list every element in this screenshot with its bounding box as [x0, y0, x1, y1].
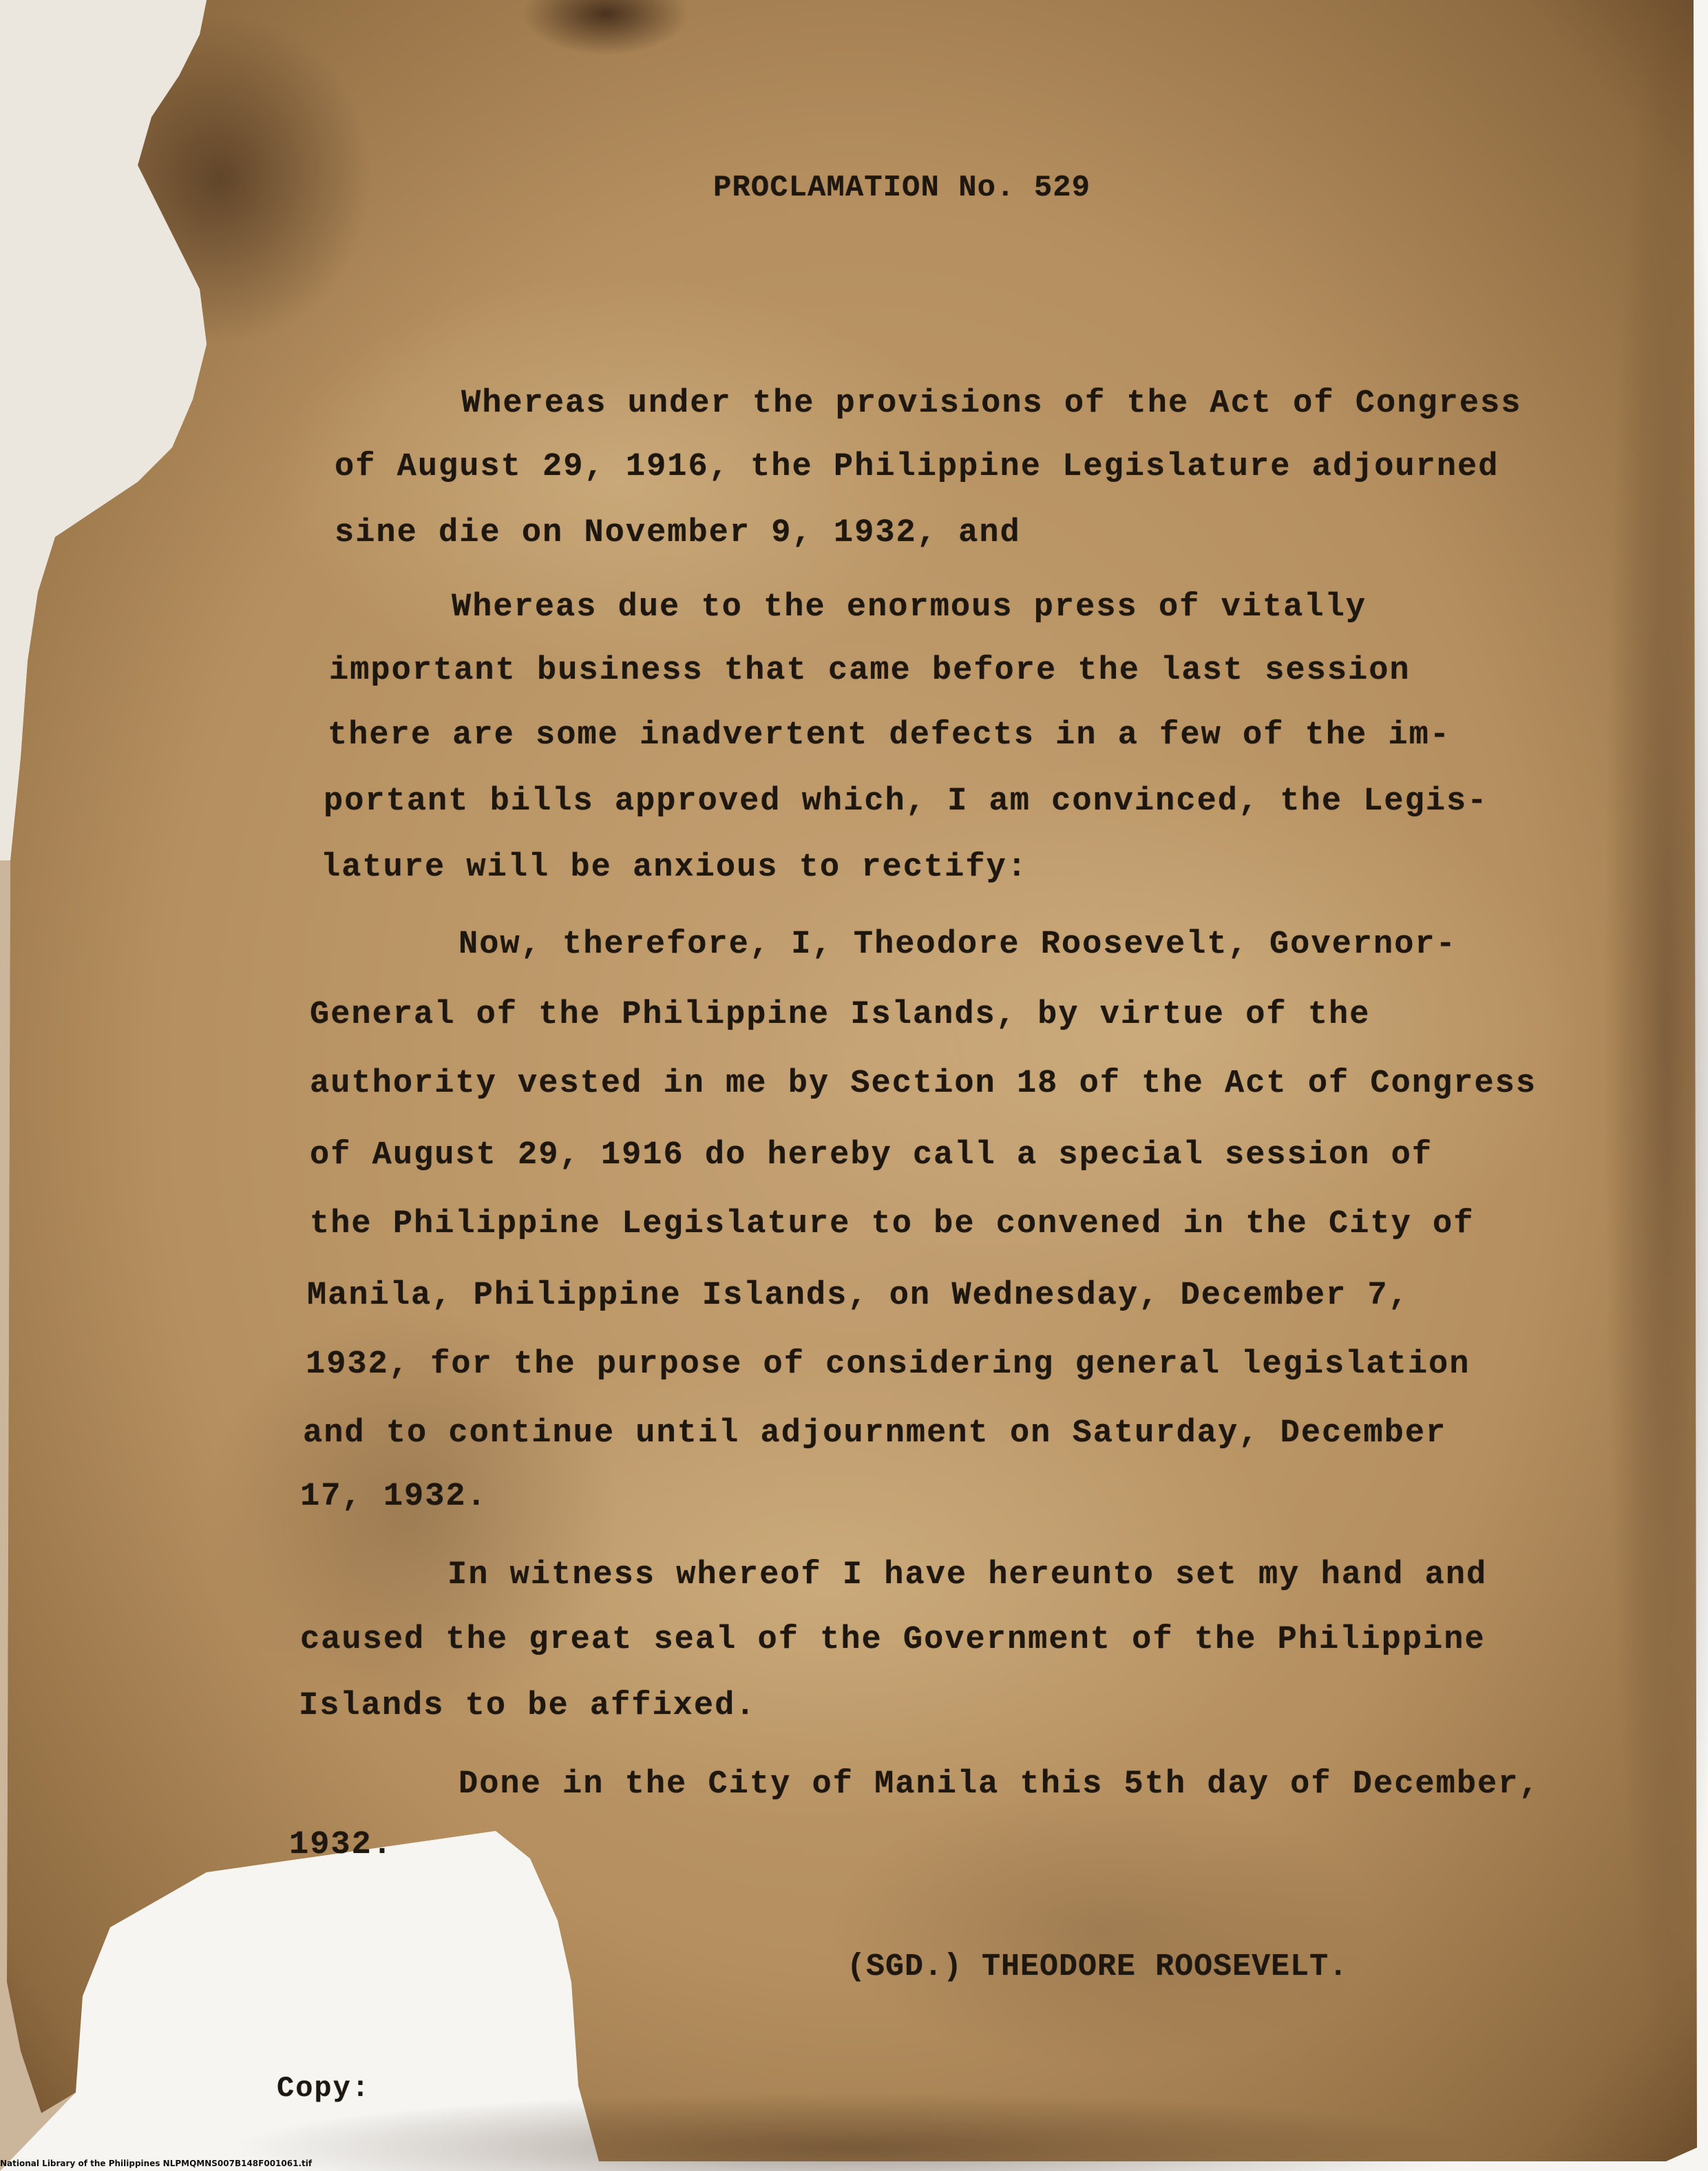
body-line: 1932, for the purpose of considering general legislation [306, 1346, 1470, 1383]
body-line: General of the Philippine Islands, by virtue of the [310, 997, 1371, 1033]
archive-footer-note: National Library of the Philippines NLPMQMNS007B148F001061.tif [0, 2159, 313, 2168]
body-line: caused the great seal of the Government of the Philippine [300, 1622, 1486, 1658]
body-line: Done in the City of Manila this 5th day of December, [458, 1766, 1540, 1803]
signature-line: (SGD.) THEODORE ROOSEVELT. [847, 1949, 1349, 1984]
body-line: portant bills approved which, I am convinced, the Legis- [324, 783, 1488, 820]
body-line: and to continue until adjournment on Saturday, December [303, 1415, 1447, 1452]
body-line: In witness whereof I have hereunto set my hand and [447, 1557, 1488, 1593]
body-line: Whereas under the provisions of the Act of Congress [461, 385, 1522, 422]
copy-label: Copy: [277, 2072, 371, 2105]
body-line: 17, 1932. [300, 1479, 487, 1515]
body-line: the Philippine Legislature to be convened in the City of [310, 1206, 1475, 1242]
body-line: Now, therefore, I, Theodore Roosevelt, Governor- [458, 926, 1457, 963]
body-line: Manila, Philippine Islands, on Wednesday, December 7, [307, 1278, 1409, 1314]
body-line: Islands to be affixed. [299, 1688, 757, 1724]
body-line: 1932. [289, 1827, 394, 1863]
body-line: Whereas due to the enormous press of vitally [452, 589, 1367, 626]
body-line: of August 29, 1916, the Philippine Legislature adjourned [335, 449, 1499, 485]
body-line: lature will be anxious to rectify: [321, 849, 1028, 886]
proclamation-title: PROCLAMATION No. 529 [713, 171, 1091, 205]
body-line: there are some inadvertent defects in a few of the im- [328, 717, 1451, 754]
body-line: of August 29, 1916 do hereby call a special session of [310, 1137, 1433, 1174]
body-line: sine die on November 9, 1932, and [335, 515, 1021, 551]
body-line: important business that came before the last session [329, 653, 1411, 689]
body-line: authority vested in me by Section 18 of the Act of Congress [310, 1066, 1537, 1102]
